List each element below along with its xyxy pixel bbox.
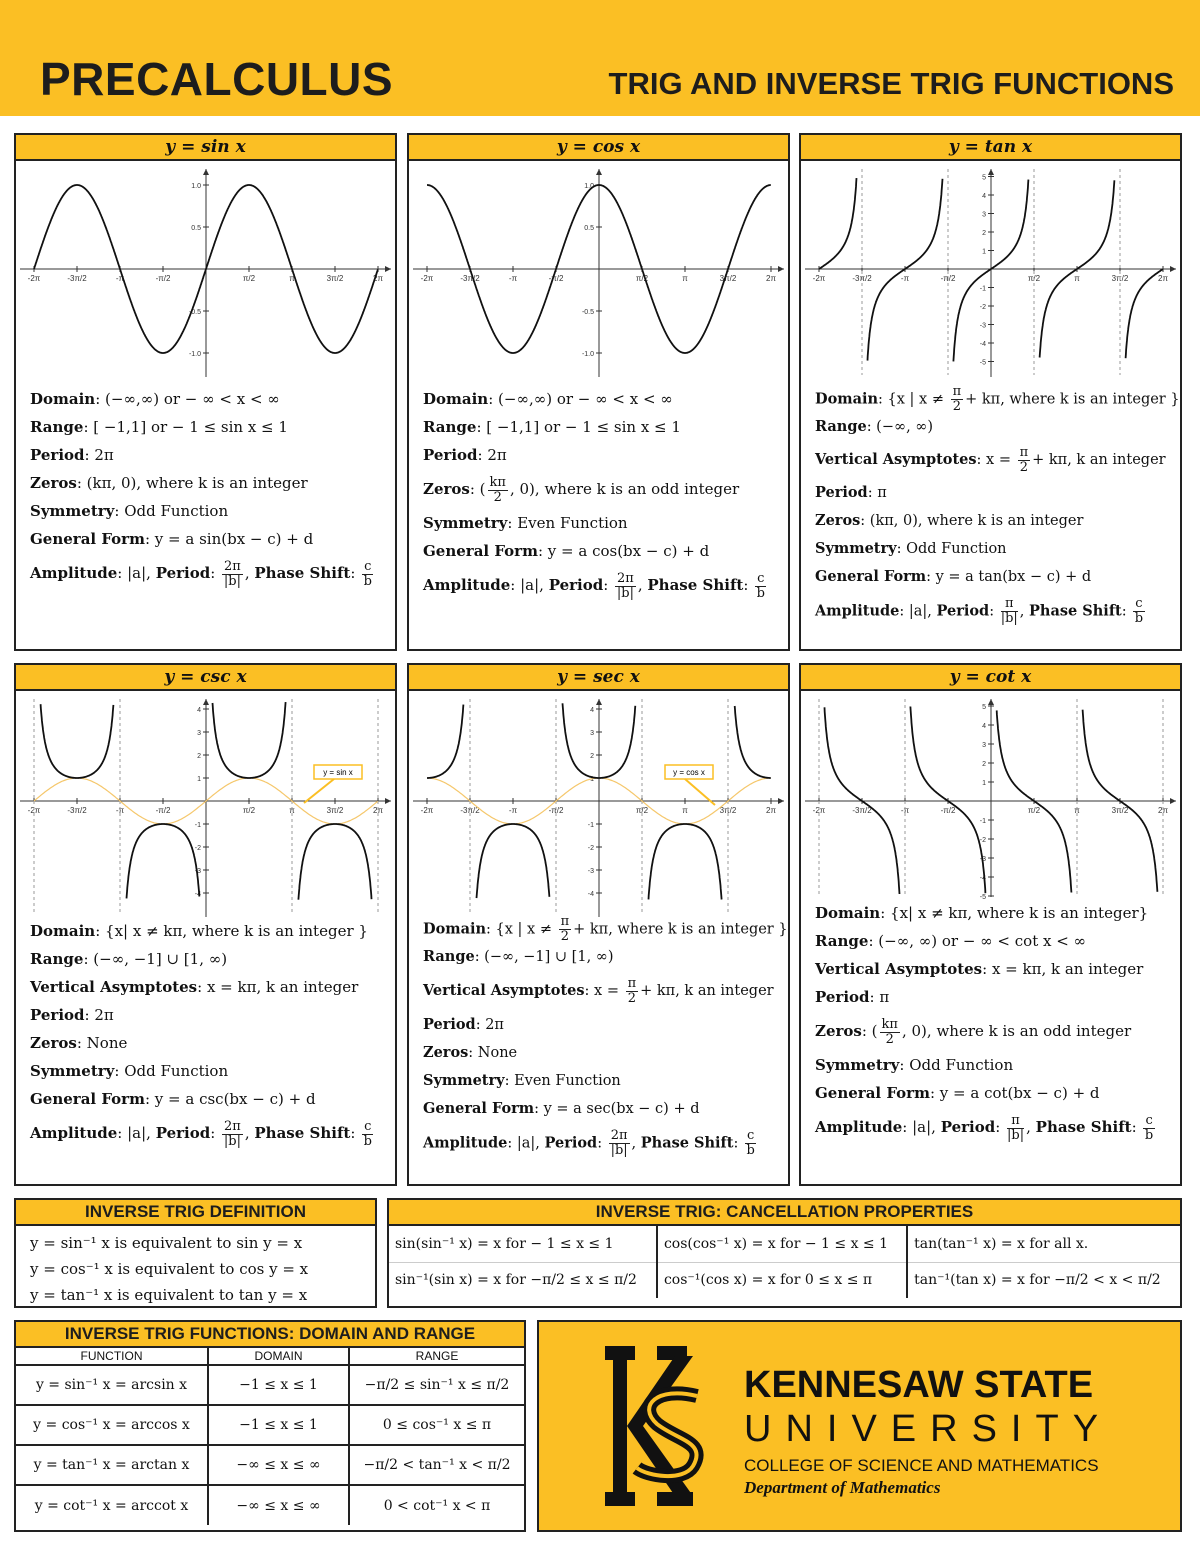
table-row: y = cot⁻¹ x = arccot x −∞ ≤ x ≤ ∞ 0 < cot⁻¹ x < π	[16, 1485, 524, 1525]
sec-graph	[409, 691, 788, 921]
y-tick-label: -3	[587, 868, 594, 875]
x-tick-label: -π	[115, 806, 125, 815]
x-tick-label: -3π/2	[852, 806, 872, 815]
y-tick-label: -0.5	[188, 309, 201, 316]
university-name: KENNESAW STATE	[744, 1364, 1094, 1406]
y-tick-label: -1	[194, 822, 201, 829]
x-tick-label: -3π/2	[67, 274, 87, 283]
column-header: FUNCTION	[16, 1348, 208, 1365]
page-header	[0, 0, 1200, 116]
y-tick-label: -3	[194, 868, 201, 875]
y-tick-label: 3	[197, 730, 201, 737]
x-axis-arrow	[778, 266, 784, 272]
y-tick-label: 1	[590, 776, 594, 783]
y-tick-label: -3	[979, 322, 986, 330]
tan-properties: Domain: {x | x ≠ $\frac{\pi}{2}$ + kπ, where k is an integer } Range: (−∞, ∞) Vertical Asymptotes: x = $\frac{\pi}{2}$ + kπ, k an integer Period: π Zeros: (kπ, 0), where k is an integer Symmetry: Odd Function General Form: y = a tan(bx − c) + d Amplitude: |a|, Period: $\frac{\pi}{|b|}$ , Phase Shift: $\frac{c}{b}$	[815, 384, 1180, 626]
y-tick-label: -1	[979, 818, 986, 825]
cancel-sin-1: sin(sin⁻¹ x) = x for − 1 ≤ x ≤ 1	[389, 1226, 657, 1262]
callout-label: y = sin x	[323, 768, 353, 777]
y-tick-label: 2	[590, 753, 594, 760]
x-tick-label: -2π	[812, 274, 826, 283]
cancel-cos-1: cos(cos⁻¹ x) = x for − 1 ≤ x ≤ 1	[657, 1226, 907, 1262]
x-tick-label: -2π	[812, 806, 826, 815]
panel-title: y = cos x	[409, 135, 788, 161]
x-tick-label: π	[682, 806, 688, 815]
y-tick-label: -2	[587, 845, 594, 852]
x-tick-label: π	[1074, 274, 1080, 283]
x-tick-label: 2π	[766, 806, 776, 815]
y-tick-label: -4	[979, 341, 986, 348]
x-tick-label: -2π	[27, 806, 41, 815]
x-tick-label: π	[289, 806, 295, 815]
y-tick-label: 0.5	[584, 225, 594, 232]
domain-range-box	[14, 1320, 526, 1532]
x-tick-label: -π/2	[155, 806, 171, 815]
y-tick-label: 3	[982, 742, 986, 749]
x-tick-label: 3π/2	[326, 806, 344, 815]
y-tick-label: 2	[197, 753, 201, 760]
x-tick-label: 2π	[373, 806, 383, 815]
panel-title: y = cot x	[801, 665, 1180, 691]
definition-line: y = tan⁻¹ x is equivalent to tan y = x	[30, 1286, 308, 1304]
panel-sec	[407, 663, 790, 1186]
panel-cot	[799, 663, 1182, 1186]
x-tick-label: -2π	[420, 806, 434, 815]
x-axis-arrow	[1170, 798, 1176, 804]
sec-properties: Domain: {x | x ≠ $\frac{\pi}{2}$ + kπ, where k is an integer } Range: (−∞, −1] ∪ [1, ∞) Vertical Asymptotes: x = $\frac{\pi}{2}$ + kπ, k an integer Period: 2π Zeros: None Symmetry: Even Function General Form: y = a sec(bx − c) + d Amplitude: |a|, Period: $\frac{2\pi}{|b|}$ , Phase Shift: $\frac{c}{b}$	[423, 914, 788, 1158]
y-tick-label: 4	[590, 707, 594, 714]
sin-graph	[16, 161, 395, 381]
x-tick-label: π/2	[635, 806, 649, 815]
y-tick-label: -2	[979, 304, 986, 311]
box-title: INVERSE TRIG: CANCELLATION PROPERTIES	[389, 1200, 1180, 1226]
panel-title: y = sin x	[16, 135, 395, 161]
x-tick-label: -2π	[27, 274, 41, 283]
x-tick-label: -π/2	[940, 806, 956, 815]
x-tick-label: -2π	[420, 274, 434, 283]
department-name: Department of Mathematics	[744, 1478, 941, 1497]
x-tick-label: -π	[508, 806, 518, 815]
box-title: INVERSE TRIG FUNCTIONS: DOMAIN AND RANGE	[16, 1322, 524, 1348]
x-tick-label: -π	[900, 274, 910, 283]
cancel-tan-2: tan⁻¹(tan x) = x for −π/2 < x < π/2	[914, 1272, 1161, 1289]
inverse-definition-box	[14, 1198, 377, 1308]
csc-graph	[16, 691, 395, 921]
cos-properties: Domain: (−∞,∞) or − ∞ < x < ∞ Range: [ −1,1] or − 1 ≤ sin x ≤ 1 Period: 2π Zeros: ( $\frac{k\pi}{2}$ , 0), where k is an odd integer Symmetry: Even Function General Form: y = a cos(bx − c) + d Amplitude: |a|, Period: $\frac{2\pi}{|b|}$ , Phase Shift: $\frac{c}{b}$	[423, 390, 765, 601]
panel-title: y = sec x	[409, 665, 788, 691]
x-tick-label: 3π/2	[719, 274, 737, 283]
y-tick-label: -1	[979, 285, 986, 293]
y-tick-label: -5	[979, 894, 986, 901]
y-tick-label: 5	[982, 704, 986, 711]
x-tick-label: π/2	[242, 806, 256, 815]
x-tick-label: 3π/2	[1111, 274, 1129, 283]
x-tick-label: -π/2	[155, 274, 171, 283]
y-tick-label: -4	[979, 875, 986, 882]
x-tick-label: 2π	[1158, 274, 1168, 283]
y-tick-label: 5	[982, 174, 986, 182]
x-tick-label: 3π/2	[1111, 806, 1129, 815]
x-tick-label: π	[682, 274, 688, 283]
column-header: DOMAIN	[208, 1348, 349, 1365]
x-tick-label: -π/2	[548, 806, 564, 815]
y-axis-arrow	[988, 169, 994, 175]
y-tick-label: -1	[587, 822, 594, 829]
university-logo-box	[537, 1320, 1182, 1532]
cancellation-box	[387, 1198, 1182, 1308]
y-tick-label: -1.0	[188, 351, 201, 358]
x-tick-label: -π/2	[940, 274, 956, 283]
x-tick-label: -π	[115, 274, 125, 283]
x-tick-label: 3π/2	[719, 806, 737, 815]
sin-properties: Domain: (−∞,∞) or − ∞ < x < ∞ Range: [ −1,1] or − 1 ≤ sin x ≤ 1 Period: 2π Zeros: (kπ, 0), where k is an integer Symmetry: Odd Function General Form: y = a sin(bx − c) + d Amplitude: |a|, Period: $\frac{2\pi}{|b|}$ , Phase Shift: $\frac{c}{b}$	[30, 390, 372, 589]
cancel-sin-2: sin⁻¹(sin x) = x for −π/2 ≤ x ≤ π/2	[389, 1262, 657, 1298]
cancel-tan-1: tan(tan⁻¹ x) = x for all x.	[914, 1235, 1089, 1252]
y-axis-arrow	[596, 699, 602, 705]
panel-tan	[799, 133, 1182, 651]
y-tick-label: 1	[982, 248, 986, 256]
definition-line: y = sin⁻¹ x is equivalent to sin y = x	[30, 1234, 303, 1252]
cancel-cos-2: cos⁻¹(cos x) = x for 0 ≤ x ≤ π	[657, 1262, 907, 1298]
x-tick-label: π	[1074, 806, 1080, 815]
y-tick-label: 4	[197, 707, 201, 714]
x-axis-arrow	[778, 798, 784, 804]
y-tick-label: 1.0	[191, 183, 201, 190]
y-axis-arrow	[203, 169, 209, 175]
panel-cos	[407, 133, 790, 651]
x-tick-label: 2π	[373, 274, 383, 283]
panel-title: y = tan x	[801, 135, 1180, 161]
table-row: y = cos⁻¹ x = arccos x −1 ≤ x ≤ 1 0 ≤ cos⁻¹ x ≤ π	[16, 1405, 524, 1445]
x-tick-label: π/2	[635, 274, 649, 283]
header-subtitle: TRIG AND INVERSE TRIG FUNCTIONS	[608, 66, 1174, 101]
callout-arrow	[304, 779, 334, 803]
x-axis-arrow	[1170, 266, 1176, 272]
table-row: y = sin⁻¹ x = arcsin x −1 ≤ x ≤ 1 −π/2 ≤ sin⁻¹ x ≤ π/2	[16, 1365, 524, 1405]
panel-csc	[14, 663, 397, 1186]
x-tick-label: 2π	[766, 274, 776, 283]
y-tick-label: -0.5	[581, 309, 594, 316]
panel-title: y = csc x	[16, 665, 395, 691]
box-title: INVERSE TRIG DEFINITION	[16, 1200, 375, 1226]
header-title: PRECALCULUS	[40, 53, 394, 105]
domain-range-table	[16, 1348, 524, 1525]
x-tick-label: 3π/2	[326, 274, 344, 283]
x-tick-label: -π/2	[548, 274, 564, 283]
x-tick-label: -3π/2	[460, 274, 480, 283]
cot-properties: Domain: {x| x ≠ kπ, where k is an integer} Range: (−∞, ∞) or − ∞ < cot x < ∞ Vertical Asymptotes: x = kπ, k an integer Period: π Zeros: ( $\frac{k\pi}{2}$ , 0), where k is an odd integer Symmetry: Odd Function General Form: y = a cot(bx − c) + d Amplitude: |a|, Period: $\frac{\pi}{|b|}$ , Phase Shift: $\frac{c}{b}$	[815, 904, 1154, 1143]
y-tick-label: 4	[982, 723, 986, 730]
panel-sin	[14, 133, 397, 651]
column-header: RANGE	[349, 1348, 524, 1365]
definition-line: y = cos⁻¹ x is equivalent to cos y = x	[30, 1260, 309, 1278]
y-tick-label: 0.5	[191, 225, 201, 232]
y-tick-label: -1.0	[581, 351, 594, 358]
tan-graph	[801, 161, 1180, 381]
x-axis-arrow	[385, 798, 391, 804]
y-tick-label: -4	[194, 891, 201, 898]
y-tick-label: 1	[982, 780, 986, 787]
x-tick-label: -3π/2	[460, 806, 480, 815]
y-axis-arrow	[203, 699, 209, 705]
y-tick-label: 1	[197, 776, 201, 783]
cos-graph	[409, 161, 788, 381]
y-axis-arrow	[988, 699, 994, 705]
table-row: y = tan⁻¹ x = arctan x −∞ ≤ x ≤ ∞ −π/2 < tan⁻¹ x < π/2	[16, 1445, 524, 1485]
x-tick-label: π	[289, 274, 295, 283]
y-axis-arrow	[596, 169, 602, 175]
x-tick-label: -3π/2	[852, 274, 872, 283]
x-axis-arrow	[385, 266, 391, 272]
csc-properties: Domain: {x| x ≠ kπ, where k is an integer } Range: (−∞, −1] ∪ [1, ∞) Vertical Asymptotes: x = kπ, k an integer Period: 2π Zeros: None Symmetry: Odd Function General Form: y = a csc(bx − c) + d Amplitude: |a|, Period: $\frac{2\pi}{|b|}$ , Phase Shift: $\frac{c}{b}$	[30, 922, 372, 1149]
cot-graph	[801, 691, 1180, 901]
university-word: UNIVERSITY	[744, 1408, 1113, 1450]
y-tick-label: 1.0	[584, 183, 594, 190]
y-tick-label: 2	[982, 230, 986, 237]
y-tick-label: -4	[587, 891, 594, 898]
y-tick-label: 3	[982, 211, 986, 219]
x-tick-label: π/2	[1027, 274, 1041, 283]
y-tick-label: 4	[982, 193, 986, 200]
y-tick-label: -2	[194, 845, 201, 852]
y-tick-label: -2	[979, 837, 986, 844]
x-tick-label: -π	[900, 806, 910, 815]
y-tick-label: 3	[590, 730, 594, 737]
y-tick-label: -3	[979, 856, 986, 863]
college-name: COLLEGE OF SCIENCE AND MATHEMATICS	[744, 1456, 1099, 1475]
callout-label: y = cos x	[673, 768, 705, 777]
x-tick-label: π/2	[1027, 806, 1041, 815]
y-tick-label: -5	[979, 359, 986, 367]
y-tick-label: 2	[982, 761, 986, 768]
x-tick-label: π/2	[242, 274, 256, 283]
ks-logo-icon	[597, 1346, 727, 1506]
x-tick-label: -3π/2	[67, 806, 87, 815]
x-tick-label: 2π	[1158, 806, 1168, 815]
x-tick-label: -π	[508, 274, 518, 283]
